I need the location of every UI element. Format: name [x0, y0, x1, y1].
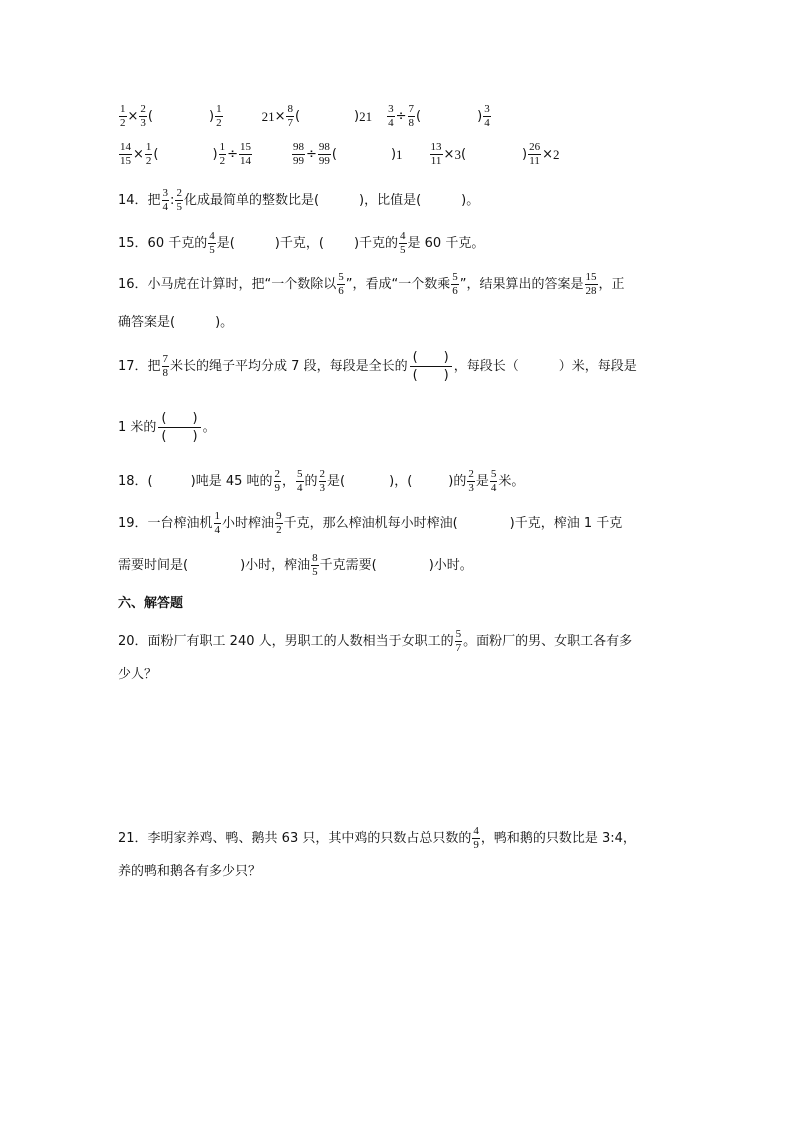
question-text: ，正 — [598, 277, 625, 292]
fraction: $\frac{1}{2}$ — [216, 103, 222, 129]
question-text: 。 — [202, 420, 216, 435]
operator: × — [443, 147, 455, 162]
question-19 — [118, 511, 622, 536]
question-text: 米。 — [498, 474, 525, 489]
question-text: 19．一台榨油机 — [118, 516, 213, 531]
question-text: 。面粉厂的男、女职工各有多 — [463, 634, 633, 649]
question-text: 20．面粉厂有职工 240 人，男职工的人数相当于女职工的 — [118, 634, 454, 649]
blank-fraction[interactable]: $\frac{( )}{( )}$ — [410, 351, 452, 382]
answer-blank-close: ) — [354, 109, 360, 124]
question-text: 需要时间是( — [118, 558, 189, 573]
question-text: )的 — [448, 474, 467, 489]
section-heading: 六、解答题 — [118, 596, 184, 611]
fraction: $\frac{8}{7}$ — [287, 103, 293, 129]
question-text: 18．( — [118, 474, 153, 489]
question-text: 是 60 千克。 — [407, 236, 485, 251]
question-text: 的 — [304, 474, 318, 489]
fraction: $\frac{1}{4}$ — [214, 510, 221, 536]
question-20 — [118, 629, 632, 654]
fraction: $\frac{98}{99}$ — [292, 141, 304, 167]
question-text: )吨是 45 吨的 — [190, 474, 273, 489]
fraction: $\frac{8}{5}$ — [312, 552, 318, 578]
question-text: 是( — [327, 474, 346, 489]
integer: 3 — [454, 147, 461, 162]
fraction: $\frac{1}{2}$ — [145, 141, 152, 167]
question-text: )，比值是( — [359, 193, 422, 208]
question-14 — [118, 188, 479, 213]
answer-blank-open[interactable]: ( — [416, 109, 422, 124]
question-16-line-2 — [118, 316, 233, 329]
question-20-line-2: 少人？ — [118, 667, 158, 682]
fraction: $\frac{7}{8}$ — [162, 353, 169, 379]
question-21-line-2: 养的鸭和鹅各有多少只？ — [118, 864, 262, 879]
question-15 — [118, 231, 484, 256]
answer-blank-close: ) — [477, 109, 483, 124]
question-text: ”，看成“一个数乘 — [345, 277, 451, 292]
fraction: $\frac{2}{9}$ — [274, 468, 281, 494]
question-text: 15．60 千克的 — [118, 236, 208, 251]
integer: 2 — [553, 147, 560, 162]
question-text: )。 — [461, 193, 480, 208]
question-text: )小时，榨油 — [240, 558, 311, 573]
question-text: 14．把 — [118, 193, 161, 208]
fraction: $\frac{1}{2}$ — [120, 103, 126, 129]
operator: ÷ — [395, 109, 407, 124]
question-text: )小时。 — [428, 558, 473, 573]
operator: ÷ — [227, 147, 238, 162]
operator: × — [133, 147, 144, 162]
question-text: )千克，( — [274, 236, 324, 251]
fraction: $\frac{4}{5}$ — [209, 230, 215, 256]
question-17 — [118, 351, 637, 382]
answer-blank-open[interactable]: ( — [331, 147, 337, 162]
fraction: $\frac{15}{28}$ — [585, 271, 597, 297]
question-17-line-2 — [118, 412, 216, 443]
question-16 — [118, 272, 625, 297]
blank-fraction[interactable]: $\frac{( )}{( )}$ — [158, 412, 200, 443]
question-text: 1 米的 — [118, 420, 157, 435]
fraction: $\frac{5}{7}$ — [455, 628, 462, 654]
question-text: ，鸭和鹅的只数比是 3:4， — [480, 831, 636, 846]
fraction: $\frac{14}{15}$ — [120, 141, 131, 167]
answer-blank-open[interactable]: ( — [460, 147, 467, 162]
fraction: $\frac{2}{3}$ — [468, 468, 474, 494]
compare-row-1 — [118, 104, 492, 129]
question-text: ， — [282, 474, 296, 489]
question-text: )千克的 — [353, 236, 399, 251]
question-text: 千克需要( — [319, 558, 377, 573]
operator: ÷ — [305, 147, 317, 162]
question-text: 千克，那么榨油机每小时榨油( — [283, 516, 458, 531]
answer-blank-close: ) — [208, 109, 215, 124]
integer: 21 — [261, 109, 275, 124]
question-text: 17．把 — [118, 359, 161, 374]
fraction: $\frac{2}{3}$ — [140, 103, 146, 129]
question-text: 16．小马虎在计算时，把“一个数除以 — [118, 277, 337, 292]
fraction: $\frac{7}{8}$ — [408, 103, 415, 129]
integer: 1 — [396, 147, 403, 162]
answer-blank-open[interactable]: ( — [153, 147, 159, 162]
answer-blank-open[interactable]: ( — [294, 109, 301, 124]
question-text: : — [170, 193, 175, 208]
answer-blank-close: ) — [390, 147, 397, 162]
fraction: $\frac{5}{4}$ — [490, 468, 497, 494]
integer: 21 — [359, 109, 373, 124]
question-text: 21．李明家养鸡、鸭、鹅共 63 只，其中鸡的只数占总只数的 — [118, 831, 472, 846]
fraction: $\frac{26}{11}$ — [529, 141, 541, 167]
question-text: 是 — [475, 474, 489, 489]
question-18 — [118, 469, 524, 494]
fraction: $\frac{4}{5}$ — [400, 230, 406, 256]
question-text: 小时榨油 — [222, 516, 275, 531]
question-text: )。 — [215, 315, 234, 330]
fraction: $\frac{1}{2}$ — [219, 141, 226, 167]
question-text: )，( — [389, 474, 413, 489]
fraction: $\frac{13}{11}$ — [430, 141, 442, 167]
question-text: ”，结果算出的答案是 — [459, 277, 584, 292]
compare-row-2 — [118, 142, 560, 167]
question-text: ）米，每段是 — [558, 359, 637, 374]
answer-blank-open[interactable]: ( — [147, 109, 153, 124]
question-text: 是( — [216, 236, 235, 251]
fraction: $\frac{5}{4}$ — [297, 468, 303, 494]
question-text: 化成最简单的整数比是( — [183, 193, 320, 208]
fraction: $\frac{2}{3}$ — [319, 468, 326, 494]
question-text: ，每段长（ — [453, 359, 519, 374]
question-text: 米长的绳子平均分成 7 段，每段是全长的 — [170, 359, 408, 374]
fraction: $\frac{15}{14}$ — [239, 141, 251, 167]
fraction: $\frac{3}{4}$ — [162, 187, 169, 213]
answer-blank-close: ) — [522, 147, 528, 162]
fraction: $\frac{3}{4}$ — [484, 103, 490, 129]
answer-blank-close: ) — [212, 147, 218, 162]
operator: × — [274, 109, 286, 124]
question-21 — [118, 826, 636, 851]
fraction: $\frac{5}{6}$ — [452, 271, 458, 297]
question-19-line-2 — [118, 553, 473, 578]
question-text: )千克，榨油 1 千克 — [509, 516, 623, 531]
fraction: $\frac{98}{99}$ — [318, 141, 330, 167]
operator: × — [542, 147, 553, 162]
fraction: $\frac{5}{6}$ — [338, 271, 344, 297]
fraction: $\frac{2}{5}$ — [176, 187, 182, 213]
fraction: $\frac{9}{2}$ — [276, 510, 282, 536]
fraction: $\frac{3}{4}$ — [388, 103, 394, 129]
fraction: $\frac{4}{9}$ — [473, 825, 479, 851]
operator: × — [127, 109, 139, 124]
question-text: 确答案是( — [118, 315, 176, 330]
